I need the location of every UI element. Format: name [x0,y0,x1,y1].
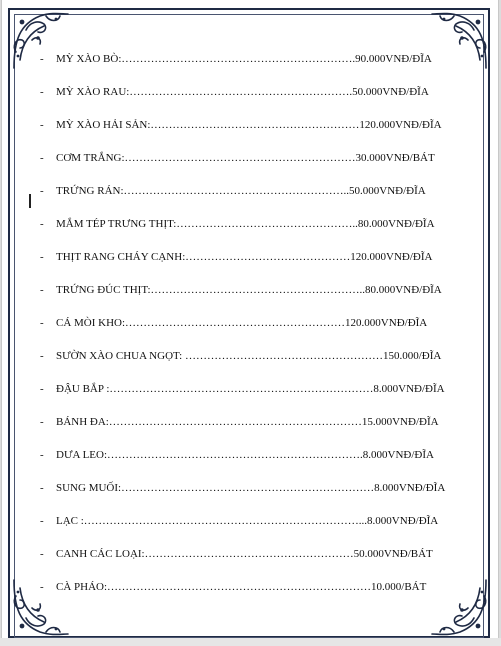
document-page[interactable] [1,0,499,638]
menu-item [40,312,450,345]
list-bullet: - [40,449,44,461]
menu-item-text[interactable]: CƠM TRẮNG:………………………………………………………30.000VNĐ/BÁT [56,152,435,164]
list-bullet: - [40,482,44,494]
list-bullet: - [40,185,44,197]
menu-item [40,510,450,543]
menu-item-text[interactable]: MỲ XÀO BÒ:……………………………………………………….90.000VNĐ/ĐĨA [56,53,432,65]
list-bullet: - [40,152,44,164]
menu-item-text[interactable]: BÁNH ĐA:……………………………………………………………15.000VNĐ/ĐĨA [56,416,439,428]
menu-item [40,576,450,609]
list-bullet: - [40,119,44,131]
menu-item-text[interactable]: CÀ PHÁO:………………………………………………………………10.000/BÁT [56,581,427,593]
menu-item [40,279,450,312]
menu-item [40,180,450,213]
menu-item [40,444,450,477]
menu-item-text[interactable]: ĐẬU BẮP :………………………………………………………………8.000VNĐ/ĐĨA [56,383,445,395]
menu-item [40,411,450,444]
menu-item-text[interactable]: CÁ MÒI KHO:……………………………………………………120.000VNĐ/ĐĨA [56,317,428,329]
menu-item [40,114,450,147]
text-cursor-icon [29,194,31,208]
list-bullet: - [40,53,44,65]
list-bullet: - [40,317,44,329]
menu-item-text[interactable]: MẮM TÉP TRƯNG THỊT:…………………………………………..80.000VNĐ/ĐĨA [56,218,435,230]
menu-item [40,378,450,411]
menu-item-text[interactable]: MỲ XÀO RAU:…………………………………………………….50.000VNĐ/ĐĨA [56,86,429,98]
list-bullet: - [40,218,44,230]
menu-item [40,477,450,510]
menu-item [40,81,450,114]
menu-item-text[interactable]: DƯA LEO:…………………………………………………………….8.000VNĐ/ĐĨA [56,449,434,461]
menu-item [40,543,450,576]
menu-item-text[interactable]: LẠC :…………………………………………………………………...8.000VNĐ/ĐĨA [56,515,439,527]
list-bullet: - [40,251,44,263]
menu-item [40,213,450,246]
menu-item [40,48,450,81]
menu-list [40,48,450,609]
list-bullet: - [40,350,44,362]
menu-item [40,345,450,378]
menu-item-text[interactable]: TRỨNG ĐÚC THỊT:…………………………………………………..80.000VNĐ/ĐĨA [56,284,442,296]
menu-item-text[interactable]: SUNG MUỐI:……………………………………………………………8.000VNĐ/ĐĨA [56,482,446,494]
menu-item [40,147,450,180]
menu-item [40,246,450,279]
list-bullet: - [40,548,44,560]
menu-item-text[interactable]: MỲ XÀO HẢI SẢN:…………………………………………………120.000VNĐ/ĐĨA [56,119,442,131]
list-bullet: - [40,515,44,527]
list-bullet: - [40,86,44,98]
menu-item-text[interactable]: THỊT RANG CHÁY CẠNH:………………………………………120.000VNĐ/ĐĨA [56,251,433,263]
page-gap [0,638,501,646]
menu-item-text[interactable]: CANH CÁC LOẠI:…………………………………………………50.000VNĐ/BÁT [56,548,433,560]
menu-item-text[interactable]: TRỨNG RÁN:……………………………………………………..50.000VNĐ/ĐĨA [56,185,426,197]
list-bullet: - [40,284,44,296]
list-bullet: - [40,416,44,428]
list-bullet: - [40,383,44,395]
menu-item-text[interactable]: SƯỜN XÀO CHUA NGỌT: ………………………………………………150.000/ĐĨA [56,350,442,362]
list-bullet: - [40,581,44,593]
